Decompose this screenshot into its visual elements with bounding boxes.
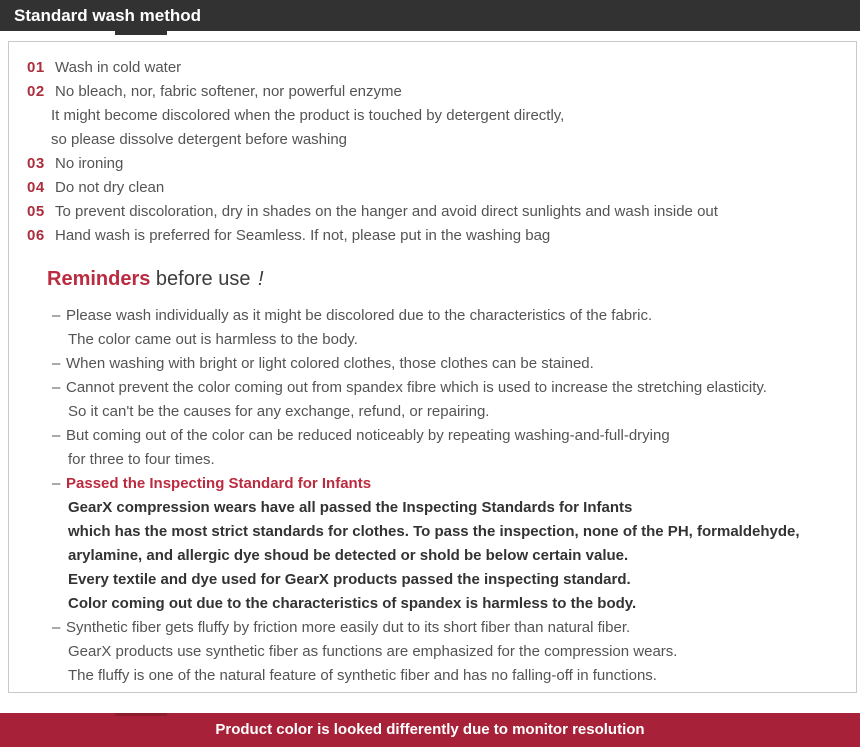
reminder-text: Cannot prevent the color coming out from spandex fibre which is used to increase the stretching elasticity. [66,379,767,396]
wash-item-first-line [27,200,856,224]
bullet-dash-glyph: – [52,427,61,444]
bullet-dash-glyph: – [52,619,61,636]
title-bar-tab-artifact [115,31,167,35]
bullet-dash-glyph: – [52,307,61,324]
wash-item [27,152,856,176]
reminders-heading-rest: before use [150,268,256,290]
wash-item-number: 04 [27,179,45,196]
wash-item-number: 01 [27,59,45,76]
reminder-text: Synthetic fiber gets fluffy by friction more easily dut to its short fiber than natural fiber. [66,619,631,636]
wash-item [27,56,856,80]
wash-item-text: Do not dry clean [55,179,165,196]
reminder-first-line [52,376,856,400]
wash-item-number: 03 [27,155,45,172]
footer-tab-artifact [115,713,167,716]
wash-item-first-line [27,176,856,200]
wash-item-number: 05 [27,203,45,220]
reminder-continuation: Every textile and dye used for GearX products passed the inspecting standard. [68,571,631,588]
wash-item-first-line [27,224,856,248]
wash-item [27,224,856,248]
reminder-continuation: for three to four times. [68,451,215,468]
wash-instruction-list [27,56,856,248]
reminders-heading [47,265,856,293]
reminders-heading-exclamation: ! [258,268,264,290]
reminder-list [52,304,856,688]
reminder-continuation: which has the most strict standards for clothes. To pass the inspection, none of the PH, formaldehyde, [68,523,800,540]
bullet-dash-glyph: – [52,475,61,492]
reminder-item [52,616,856,688]
wash-item-continuation: so please dissolve detergent before washing [51,131,348,148]
reminder-continuation: The fluffy is one of the natural feature of synthetic fiber and has no falling-off in functions. [68,667,657,684]
reminder-continuation: GearX compression wears have all passed the Inspecting Standards for Infants [68,499,633,516]
wash-item-text: No bleach, nor, fabric softener, nor powerful enzyme [55,83,402,100]
reminder-text: When washing with bright or light colored clothes, those clothes can be stained. [66,355,594,372]
reminder-text: But coming out of the color can be reduced noticeably by repeating washing-and-full-drying [66,427,670,444]
wash-item-first-line [27,56,856,80]
reminder-continuation: Color coming out due to the characteristics of spandex is harmless to the body. [68,595,637,612]
footer-note-text: Product color is looked differently due to monitor resolution [215,721,645,738]
wash-item [27,176,856,200]
bullet-dash-glyph: – [52,355,61,372]
reminder-first-line [52,304,856,328]
wash-item-number: 02 [27,83,45,100]
section-title-bar [0,0,860,31]
wash-item-text: Wash in cold water [55,59,182,76]
reminder-continuation: GearX products use synthetic fiber as functions are emphasized for the compression wears. [68,643,678,660]
reminders-heading-accent: Reminders [47,268,151,290]
wash-item-continuation: It might become discolored when the product is touched by detergent directly, [51,107,565,124]
reminder-first-line [52,352,856,376]
wash-item-text: Hand wash is preferred for Seamless. If not, please put in the washing bag [55,227,551,244]
reminder-continuation: The color came out is harmless to the body. [68,331,358,348]
wash-item-first-line [27,152,856,176]
reminder-text: Passed the Inspecting Standard for Infants [66,475,372,492]
bullet-dash-glyph: – [52,379,61,396]
reminder-first-line [52,616,856,640]
reminder-text: Please wash individually as it might be discolored due to the characteristics of the fabric. [66,307,653,324]
wash-item-first-line [27,80,856,104]
page-title: Standard wash method [14,6,202,25]
reminder-first-line [52,424,856,448]
reminder-item [52,424,856,472]
reminder-first-line [52,472,856,496]
footer-note-bar [0,713,860,747]
wash-item [27,80,856,152]
reminder-item [52,472,856,616]
wash-item [27,200,856,224]
wash-item-number: 06 [27,227,45,244]
wash-item-text: To prevent discoloration, dry in shades on the hanger and avoid direct sunlights and wash inside out [55,203,718,220]
wash-item-text: No ironing [55,155,124,172]
reminder-continuation: So it can't be the causes for any exchange, refund, or repairing. [68,403,490,420]
reminder-item [52,352,856,376]
reminder-item [52,304,856,352]
reminder-item [52,376,856,424]
wash-method-panel [8,41,857,693]
reminder-continuation: arylamine, and allergic dye shoud be detected or shold be below certain value. [68,547,629,564]
